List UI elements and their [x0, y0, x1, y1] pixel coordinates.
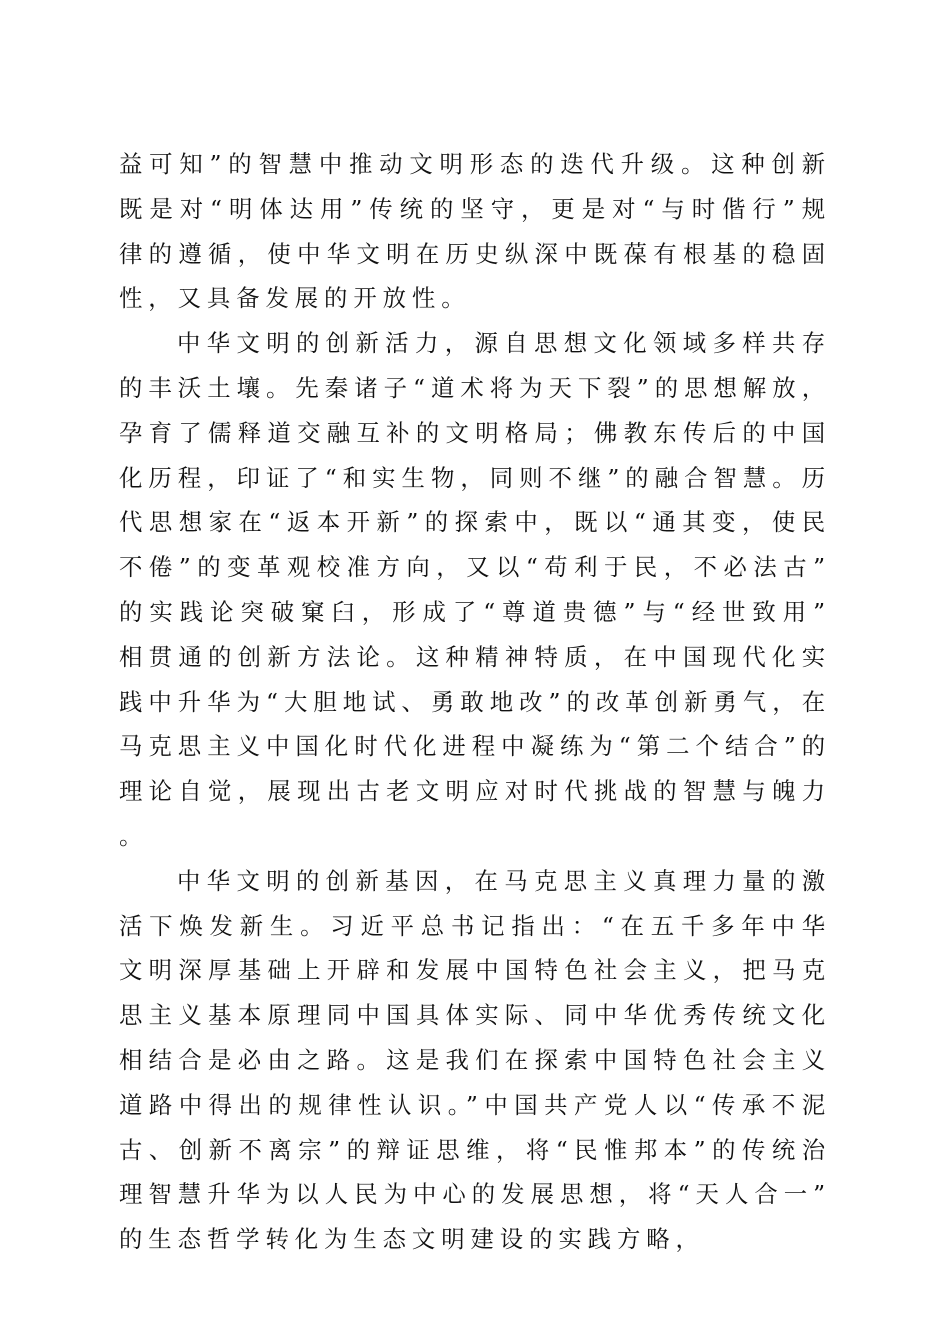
- paragraph-innovation-vitality: 中华文明的创新活力，源自思想文化领域多样共存的丰沃土壤。先秦诸子“道术将为天下裂”的思想解放，孕育了儒释道交融互补的文明格局；佛教东传后的中国化历程，印证了“和实生物，同则不继”的融合智慧。历代思想家在“返本开新”的探索中，既以“通其变，使民不倦”的变革观校准方向，又以“苟利于民，不必法古”的实践论突破窠臼，形成了“尊道贵德”与“经世致用”相贯通的创新方法论。这种精神特质，在中国现代化实践中升华为“大胆地试、勇敢地改”的改革创新勇气，在马克思主义中国化时代化进程中凝练为“第二个结合”的理论自觉，展现出古老文明应对时代挑战的智慧与魄力。: [119, 329, 831, 850]
- paragraph-innovation-gene: 中华文明的创新基因，在马克思主义真理力量的激活下焕发新生。习近平总书记指出：“在五千多年中华文明深厚基础上开辟和发展中国特色社会主义，把马克思主义基本原理同中国具体实际、同中华优秀传统文化相结合是必由之路。这是我们在探索中国特色社会主义道路中得出的规律性认识。”中国共产党人以“传承不泥古、创新不离宗”的辩证思维，将“民惟邦本”的传统治理智慧升华为以人民为中心的发展思想，将“天人合一”的生态哲学转化为生态文明建设的实践方略，: [119, 866, 831, 1254]
- paragraph-continued: 益可知”的智慧中推动文明形态的迭代升级。这种创新既是对“明体达用”传统的坚守，更是对“与时偕行”规律的遵循，使中华文明在历史纵深中既葆有根基的稳固性，又具备发展的开放性。: [119, 150, 831, 313]
- document-body: [119, 142, 831, 1262]
